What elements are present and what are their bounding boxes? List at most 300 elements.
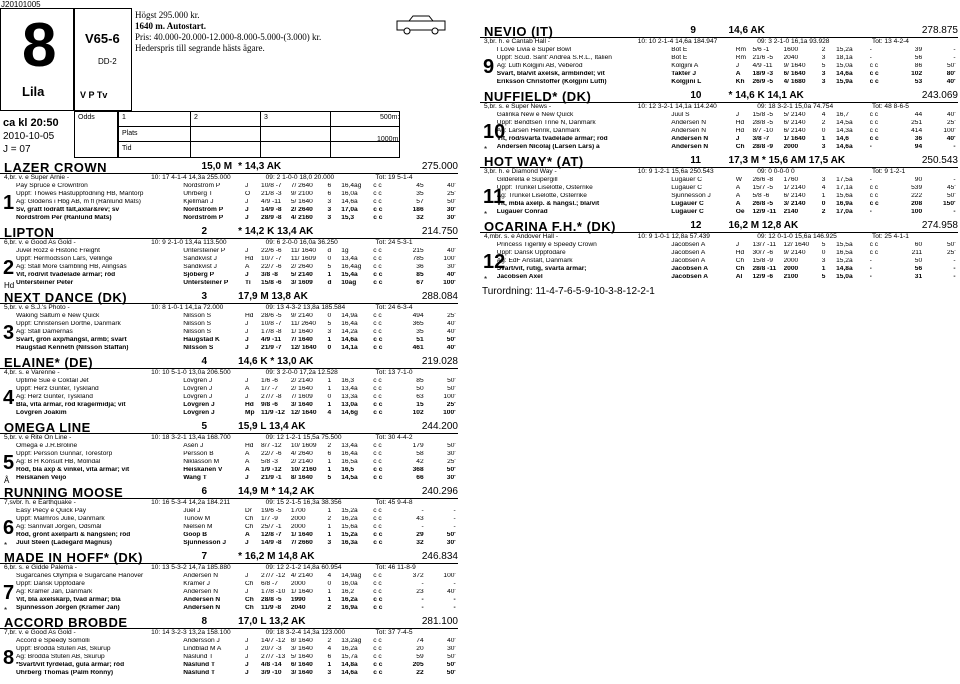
start-cell: 17,0a <box>836 209 853 215</box>
start-cell: 15,0a <box>836 274 853 280</box>
start-cell: 30' <box>447 451 456 457</box>
start-cell: 3 <box>821 177 826 183</box>
start-cell: J <box>245 394 249 400</box>
start-cell: Äg: Lutfi Kolgjini AB, Veberöd <box>496 63 583 69</box>
start-cell: 1/ 1640 <box>290 589 313 595</box>
start-cell: 11/ 1609 <box>290 256 317 262</box>
start-row <box>0 183 458 191</box>
horse-earnings: 275.000 <box>421 161 458 172</box>
start-cell: 40' <box>946 79 956 85</box>
start-cell: 50' <box>947 242 956 248</box>
horse-record: 14,9 M * 14,2 AK <box>238 486 315 497</box>
start-cell: 4 <box>327 410 332 416</box>
start-cell: 14,8a <box>341 662 358 668</box>
horse-record: 15,9 L 13,4 AK <box>238 421 306 432</box>
horse-entry <box>480 219 958 283</box>
start-cell: 4 <box>821 112 826 118</box>
horse-stats-total: Tot: 45 9-4-8 <box>375 499 413 506</box>
start-row <box>0 345 458 353</box>
start-cell: 1/9 -12 <box>261 467 282 473</box>
start-cell: 50' <box>447 654 456 660</box>
start-cell: c c <box>373 183 382 189</box>
start-cell: 13,4a <box>341 386 358 392</box>
start-cell: c c <box>373 451 382 457</box>
start-cell: c c <box>373 329 382 335</box>
start-cell: Jacobsen Axel <box>496 274 543 280</box>
start-cell: 11/9 -8 <box>261 605 282 611</box>
start-cell: c c <box>869 242 878 248</box>
start-cell: 10/8 -7 <box>261 321 282 327</box>
start-cell: 15,6a <box>341 524 358 530</box>
start-cell: Ch <box>735 258 745 264</box>
horse-stats-last-year: 09: 0 0-0-0 0 <box>757 168 795 175</box>
start-cell: 63 <box>416 394 424 400</box>
start-cell: 14,1a <box>341 345 358 351</box>
start-cell: 5 <box>327 475 332 481</box>
start-cell: Lövgren J <box>183 402 215 408</box>
horse-entry <box>0 225 458 289</box>
time-label: ca kl 20:50 <box>3 117 59 129</box>
start-cell: Rm <box>735 47 746 53</box>
start-cell: 58 <box>416 451 424 457</box>
start-cell: 5/8 -6 <box>752 193 770 199</box>
start-cell: Pay Spruce e Crowntron <box>16 183 88 189</box>
start-cell: 1600 <box>783 47 799 53</box>
start-cell: 1/6 -6 <box>261 378 278 384</box>
start-cell: 16,5 <box>341 467 355 473</box>
right-column <box>480 24 960 384</box>
start-cell: 50' <box>446 662 456 668</box>
start-row <box>0 638 458 646</box>
start-cell: 35 <box>416 329 424 335</box>
horse-info: 4,br. s. e Varenne - <box>4 369 60 376</box>
start-cell: Nilsson S <box>183 313 212 319</box>
start-cell: 56 <box>914 55 923 61</box>
start-cell: - <box>453 508 456 514</box>
start-cell: J <box>245 662 249 668</box>
horse-earnings: 288.084 <box>421 291 458 302</box>
start-cell: 45' <box>947 185 956 191</box>
start-cell: J <box>735 136 740 142</box>
start-cell: 0 <box>327 313 332 319</box>
start-cell: Sugarcanes Olympia e Sugarcane Hanover <box>16 573 144 579</box>
horse-record: * 14,6 K 14,1 AK <box>728 90 804 101</box>
start-cell: - <box>953 144 956 150</box>
start-cell: - <box>421 597 424 603</box>
start-number: 3 <box>3 322 15 344</box>
start-cell: c c <box>869 120 878 126</box>
start-cell: 85 <box>416 272 424 278</box>
start-row <box>0 191 458 199</box>
start-cell: 9/ 1640 <box>783 63 806 69</box>
start-cell: 1/7 -7 <box>261 386 278 392</box>
horse-stats-last-year: 09: 12 2-1-2 14,8a 60.954 <box>265 564 342 571</box>
game-label: V65-6 <box>85 31 120 46</box>
start-cell: Andersen N <box>183 573 219 579</box>
start-cell: 13/7 -11 <box>752 242 777 248</box>
start-cell: - <box>869 55 872 61</box>
start-cell: Nordström P <box>183 183 221 189</box>
start-cell: Heiskanen Veijo <box>16 475 67 481</box>
start-cell: 15,3 <box>341 215 355 221</box>
start-cell: 15,2a <box>341 508 358 514</box>
start-cell: 5 <box>821 63 826 69</box>
start-cell: 40' <box>447 321 456 327</box>
start-row <box>0 215 458 223</box>
start-cell: J <box>245 337 249 343</box>
start-cell: 1 <box>327 378 332 384</box>
start-cell: Å <box>245 451 250 457</box>
start-cell: 22/7 -6 <box>261 264 282 270</box>
start-cell: Vit, mblå axelp. & hängsl.; blå/vit <box>496 201 600 207</box>
start-cell: 11/ 2640 <box>290 321 317 327</box>
start-cell: 3/8 -8 <box>261 272 278 278</box>
start-cell: 15,5a <box>836 242 853 248</box>
start-cell: 14,6g <box>341 410 359 416</box>
start-row <box>480 47 958 55</box>
start-cell: 15,2a <box>836 258 853 264</box>
horse-entry <box>480 154 958 218</box>
start-cell: 26/6 -8 <box>752 177 773 183</box>
start-cell: 13,4a <box>341 443 358 449</box>
start-row <box>480 63 958 71</box>
start-cell: 2 <box>821 209 826 215</box>
start-cell: 9/8 -6 <box>261 402 278 408</box>
start-cell: Andersen N <box>671 128 707 134</box>
start-cell: Uhrberg Thomas (Palm Ronny) <box>16 670 114 676</box>
start-number: 2 <box>3 257 15 279</box>
start-cell: c c <box>373 191 382 197</box>
start-cell: - <box>869 266 872 272</box>
start-cell: c c <box>373 605 383 611</box>
start-cell: - <box>953 266 956 272</box>
start-cell: 40' <box>446 345 456 351</box>
start-row <box>0 573 458 581</box>
start-cell: Lugauer Conrad <box>496 209 548 215</box>
horse-stats-total: Tot: 25 4-1-1 <box>871 233 909 240</box>
start-cell: c c <box>869 112 878 118</box>
start-cell: Takter J <box>671 71 696 77</box>
start-cell: c c <box>373 248 382 254</box>
start-cell: - <box>453 524 456 530</box>
start-cell: Bot E <box>671 47 688 53</box>
col-3: 3 <box>264 114 268 121</box>
start-cell: 14,6a <box>341 199 358 205</box>
start-cell: - <box>953 47 956 53</box>
start-row <box>0 646 458 654</box>
start-cell: c c <box>373 207 383 213</box>
start-row <box>480 71 958 79</box>
start-cell: 15,0a <box>836 63 853 69</box>
start-cell: 2040 <box>783 55 799 61</box>
start-cell: 8/7 -12 <box>261 443 282 449</box>
start-cell: c c <box>373 199 382 205</box>
start-cell: Mp <box>245 410 255 416</box>
start-cell: Andersen N <box>671 136 709 142</box>
start-cell: 2/ 2640 <box>290 207 313 213</box>
horse-entry <box>0 290 458 354</box>
start-cell: J <box>245 207 249 213</box>
start-cell: J <box>735 63 740 69</box>
start-cell: 22/6 -6 <box>261 248 282 254</box>
start-cell: Goop B <box>183 532 207 538</box>
horse-stats-this-year: 10: 12 3-2-1 14,1a 114.240 <box>637 103 717 110</box>
start-cell: 3 <box>821 55 826 61</box>
start-cell: 10ag <box>341 280 357 286</box>
start-cell: Sandkvist J <box>183 256 217 262</box>
horse-record: 14,6 K * 13,0 AK <box>238 356 314 367</box>
start-cell: 539 <box>911 185 923 191</box>
start-cell: 40' <box>447 248 456 254</box>
start-cell: 50' <box>446 467 456 473</box>
start-row <box>480 128 958 136</box>
start-cell: c c <box>869 185 878 191</box>
start-cell: Jacobsen A <box>671 274 708 280</box>
start-cell: Vit, röd/vit tvådelade ärmar; röd <box>16 272 116 278</box>
start-cell: 27/7 -8 <box>261 394 282 400</box>
start-cell: 16,5a <box>341 459 358 465</box>
start-cell: - <box>953 274 956 280</box>
start-cell: 6/ 2140 <box>783 128 806 134</box>
start-cell: 3/ 1640 <box>290 402 313 408</box>
horse-stats-total: Tot: 13 7-1-0 <box>375 369 413 376</box>
start-cell: Hd <box>735 120 745 126</box>
horse-entry <box>480 89 958 153</box>
start-cell: 14,6a <box>836 144 853 150</box>
start-cell: 10/8 -7 <box>261 183 282 189</box>
start-cell: 14,6a <box>341 337 358 343</box>
start-cell: J <box>245 573 249 579</box>
horse-entry <box>480 24 958 88</box>
start-cell: - <box>953 258 956 264</box>
start-cell: 26/8 -5 <box>752 201 773 207</box>
horse-info: 3,br. h. e Cantab Hall - <box>484 38 550 45</box>
start-cell: 50 <box>914 258 923 264</box>
start-cell: 1 <box>327 467 332 473</box>
start-cell: Kjellman J <box>183 199 214 205</box>
start-cell: 19/6 -5 <box>261 508 282 514</box>
start-cell: 1 <box>327 597 332 603</box>
start-cell: 2/ 1640 <box>290 386 313 392</box>
horse-stats-total: Tot: 19 5-1-4 <box>375 174 413 181</box>
start-cell: Lugauer C <box>671 209 704 215</box>
start-cell: c c <box>373 459 382 465</box>
start-row <box>480 112 958 120</box>
start-cell: 11/ 1640 <box>290 248 317 254</box>
dd-label: DD-2 <box>98 57 117 66</box>
start-cell: 1 <box>821 266 826 272</box>
start-row <box>480 79 958 87</box>
start-cell: Persson B <box>183 451 214 457</box>
start-cell: 27/7 -13 <box>261 654 286 660</box>
start-cell: Näslund T <box>183 654 214 660</box>
start-cell: 15,4a <box>341 272 358 278</box>
horse-earnings: 219.028 <box>421 356 458 367</box>
horse-entry <box>0 160 458 224</box>
doc-id: J20101005 <box>1 0 41 9</box>
start-cell: 10/7 -7 <box>261 256 282 262</box>
start-row <box>480 201 958 209</box>
horse-stats-total: Tot: 9 1-2-1 <box>871 168 906 175</box>
start-cell: Gilderella e Supergill <box>496 177 558 183</box>
start-cell: 14,6 <box>836 136 849 142</box>
start-cell: Juul Steen (Ladegård Magnus) <box>16 540 113 546</box>
start-cell: 0 <box>327 394 332 400</box>
horse-stats-last-year: 09: 18 3-2-1 15,0a 74.754 <box>757 103 834 110</box>
start-cell: 25' <box>447 313 456 319</box>
start-cell: - <box>953 55 956 61</box>
start-cell: J <box>245 272 249 278</box>
horse-stats-total: Tot: 48 8-6-5 <box>871 103 909 110</box>
start-cell: Haugstad Kenneth (Nilsson Staffan) <box>16 345 129 351</box>
horse-entry <box>0 355 458 419</box>
start-cell: J <box>245 670 249 676</box>
horse-stats-last-year: 09: 3 2-0-0 17,2a 12.528 <box>265 369 338 376</box>
start-cell: 2/ 2140 <box>290 378 313 384</box>
start-cell: 1700 <box>290 508 306 514</box>
start-cell: c c <box>373 662 383 668</box>
start-row <box>0 394 458 402</box>
start-cell: 100' <box>443 573 456 579</box>
start-cell: Å <box>245 264 250 270</box>
start-cell: 5/6 -1 <box>752 47 770 53</box>
start-cell: 16,0a <box>341 581 358 587</box>
start-cell: Å <box>245 467 250 473</box>
horse-post: 9 <box>690 25 696 36</box>
start-cell: Niklasson M <box>183 459 220 465</box>
start-cell: J <box>245 183 249 189</box>
start-number: 12 <box>483 251 506 273</box>
start-cell: - <box>453 581 456 587</box>
start-cell: Å <box>245 459 250 465</box>
start-cell: c c <box>373 313 382 319</box>
start-cell: Sv, grått lodrätt fält,axlar&rev; sv <box>16 207 120 213</box>
start-cell: 14,5a <box>836 120 853 126</box>
start-cell: 50' <box>446 670 456 676</box>
start-cell: Nordström Per (Rånlund Mats) <box>16 215 112 221</box>
start-row <box>0 508 458 516</box>
start-cell: - <box>953 177 956 183</box>
horse-name: LIPTON <box>4 225 55 240</box>
horse-earnings: 243.069 <box>921 90 958 101</box>
start-cell: Ch <box>245 605 254 611</box>
start-cell: Svart, grön axp/hängsl, ärmb; svart <box>16 337 127 343</box>
start-cell: Hd <box>245 313 254 319</box>
start-cell: - <box>869 177 872 183</box>
start-cell: Juvel Rozz e Historic Freight <box>16 248 100 254</box>
start-cell: Nilsson S <box>183 329 212 335</box>
horse-mark: * <box>484 210 488 219</box>
horse-info: 4,br. v. e Super Arnie - <box>4 174 70 181</box>
start-row <box>480 177 958 185</box>
start-cell: Sjöberg P <box>183 272 214 278</box>
start-cell: - <box>453 605 456 611</box>
start-number: 9 <box>483 56 495 78</box>
start-cell: c c <box>373 581 382 587</box>
start-row <box>480 185 958 193</box>
start-cell: 2 <box>821 120 826 126</box>
horse-stats-this-year: 10: 10 5-1-0 13,0a 206.500 <box>151 369 231 376</box>
start-cell: 60 <box>914 242 923 248</box>
start-cell: 27/7 -12 <box>261 573 286 579</box>
start-cell: Lövgren J <box>183 394 213 400</box>
horse-name: ELAINE* (DE) <box>4 355 94 370</box>
start-cell: 6/ 2140 <box>783 120 806 126</box>
horse-post: 15,0 M <box>201 161 233 172</box>
date-label: 2010-10-05 <box>3 131 55 142</box>
start-cell: 100' <box>443 280 456 286</box>
start-cell: 50' <box>446 532 456 538</box>
start-cell: 3 <box>821 144 826 150</box>
start-cell: 222 <box>911 193 923 199</box>
start-cell: 2040 <box>290 605 306 611</box>
start-cell: 1/7 -9 <box>261 516 278 522</box>
start-cell: 1 <box>327 524 332 530</box>
horse-earnings: 246.834 <box>421 551 458 562</box>
horse-earnings: 240.296 <box>421 486 458 497</box>
start-cell: Svart, blå/vit axelsk, ärmbindel; vit <box>496 71 605 77</box>
start-cell: Nordström P <box>183 207 224 213</box>
start-cell: c c <box>373 256 382 262</box>
start-cell: Sandkvist J <box>183 264 217 270</box>
start-cell: d <box>327 280 332 286</box>
horse-mark: Hd <box>4 281 15 290</box>
start-cell: Äg: Stall Damernas <box>16 329 73 335</box>
start-cell: Å <box>735 201 741 207</box>
start-cell: Sjunnesson J <box>183 540 227 546</box>
start-cell: 25' <box>947 250 956 256</box>
start-cell: 13,2ag <box>341 638 362 644</box>
start-number: 6 <box>3 517 15 539</box>
start-cell: Lövgren Joakim <box>16 410 67 416</box>
start-cell: 16,3 <box>341 378 355 384</box>
start-cell: Andersen N <box>671 144 709 150</box>
start-cell: 45 <box>416 183 424 189</box>
start-cell: 42 <box>416 459 424 465</box>
start-row <box>480 258 958 266</box>
start-cell: c c <box>373 573 382 579</box>
start-cell: 13,0a <box>341 402 358 408</box>
start-cell: 494 <box>412 313 424 319</box>
start-cell: Rm <box>735 55 746 61</box>
start-cell: Andersen Nicolaj (Larsen Lars) a <box>496 144 600 150</box>
start-cell: 10/ 2160 <box>290 467 317 473</box>
horse-info: 5,br. s. e Super News - <box>484 103 552 110</box>
start-cell: 1 <box>327 662 332 668</box>
start-cell: 186 <box>412 207 424 213</box>
horse-earnings: 278.875 <box>921 25 958 36</box>
start-cell: c c <box>373 321 382 327</box>
start-cell: 16,7 <box>836 112 849 118</box>
horse-name: HOT WAY* (AT) <box>484 154 584 169</box>
horse-post: 3 <box>201 291 208 302</box>
start-cell: 16,4ag <box>341 183 362 189</box>
start-cell: 2 <box>821 47 826 53</box>
start-cell: J <box>245 345 249 351</box>
start-cell: 15,6a <box>836 193 853 199</box>
start-cell: 12/9 -11 <box>752 209 777 215</box>
start-cell: 12/ 1640 <box>290 345 317 351</box>
start-cell: 461 <box>412 345 424 351</box>
start-cell: c c <box>373 532 383 538</box>
start-row <box>0 467 458 475</box>
start-cell: - <box>869 47 872 53</box>
horse-info: 4,mbr. s. e Andover Hall - <box>484 233 559 240</box>
start-cell: Lindblad M A <box>183 646 222 652</box>
start-cell: 2 <box>327 443 332 449</box>
horse-mark: * <box>4 606 8 615</box>
start-row <box>0 264 458 272</box>
